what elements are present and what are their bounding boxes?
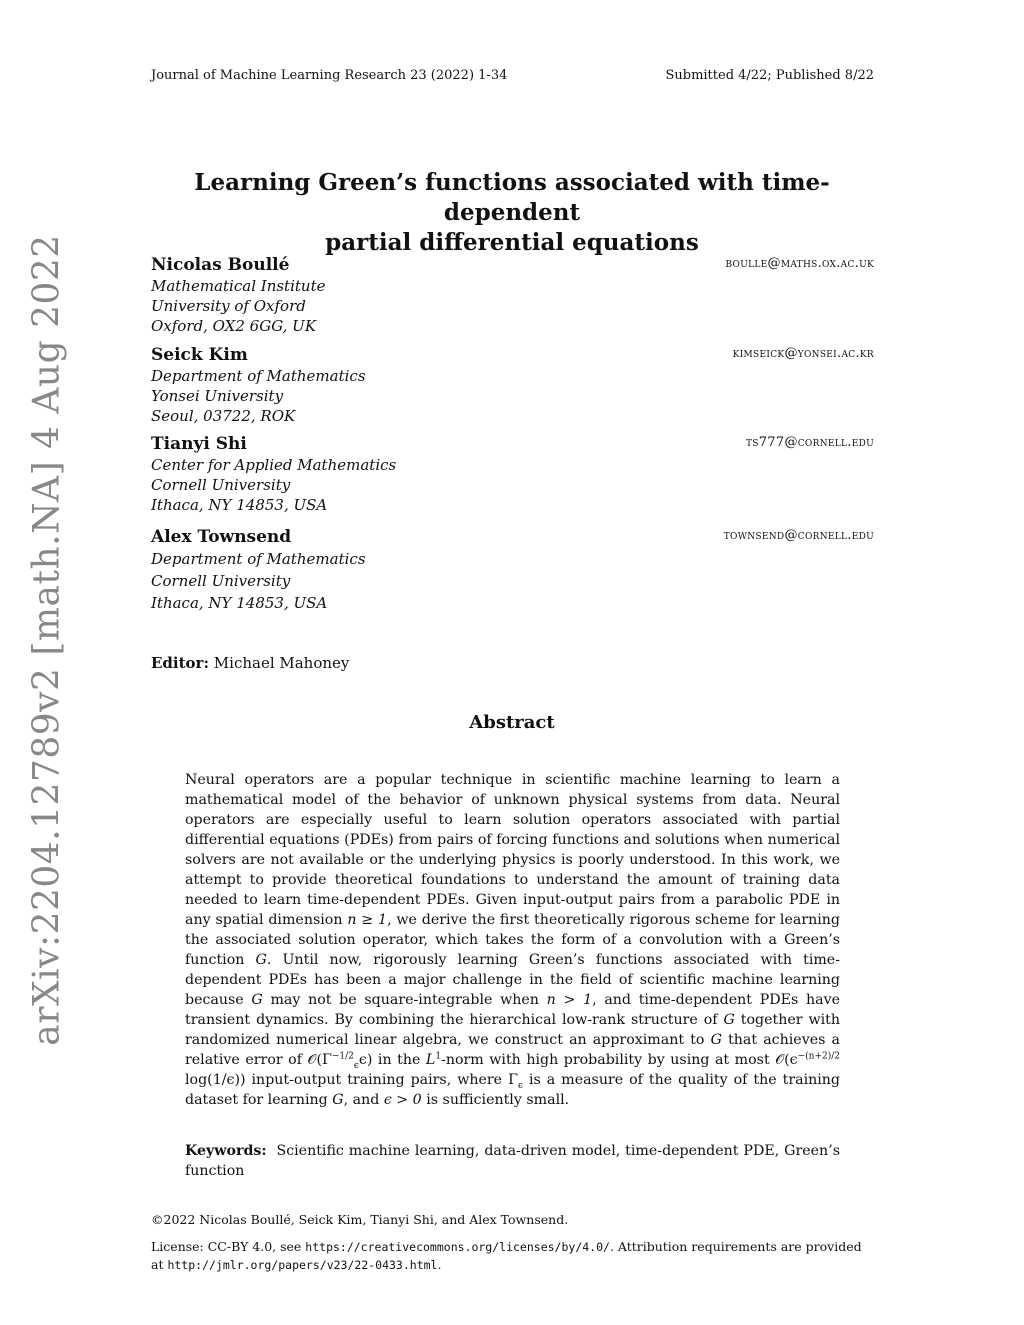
license-notice: License: CC-BY 4.0, see https://creativecommons.org/licenses/by/4.0/. Attribution requirements are provided at http://jmlr.org/papers/v23/22-0433.html. (151, 1239, 862, 1272)
editor-label: Editor: (151, 654, 209, 672)
author-block (151, 254, 874, 336)
abstract-text: Neural operators are a popular technique in scientific machine learning to learn a mathematical model of the behavior of unknown physical systems from data. Neural operators are especially useful to learn solution operators associated with partial differential equations (PDEs) from pairs of forcing functions and solutions when numerical solvers are not available or the underlying physics is poorly understood. In this work, we attempt to provide theoretical foundations to understand the amount of training data needed to learn time-dependent PDEs. Given input-output pairs from a parabolic PDE in any spatial dimension n ≥ 1, we derive the first theoretically rigorous scheme for learning the associated solution operator, which takes the form of a convolution with a Green’s function G. Until now, rigorously learning Green’s functions associated with time-dependent PDEs has been a major challenge in the field of scientific machine learning because G may not be square-integrable when n > 1, and time-dependent PDEs have transient dynamics. By combining the hierarchical low-rank structure of G together with randomized numerical linear algebra, we construct an approximant to G that achieves a relative error of $𝒪(\Gamma^{-1/2}_\epsilon\epsilon)$ in the $L^1$-norm with high probability by using at most $𝒪(\epsilon^{-(n+2)/2}$ log(1/ϵ)) input-output training pairs, where $\Gamma_\epsilon$ is a measure of the quality of the training dataset for learning G, and ϵ > 0 is sufficiently small. (185, 772, 841, 1108)
author-affiliation: Cornell University (151, 572, 291, 590)
author-affiliation: Ithaca, NY 14853, USA (151, 496, 328, 514)
author-affiliation: Oxford, OX2 6GG, UK (151, 317, 317, 335)
arxiv-stamp: arXiv:2204.12789v2 [math.NA] 4 Aug 2022 (26, 234, 68, 1046)
paper-title (150, 168, 874, 258)
author-name: Tianyi Shi (151, 434, 247, 454)
author-affiliation: Center for Applied Mathematics (151, 456, 397, 474)
keywords (185, 1141, 840, 1181)
license-link[interactable]: https://creativecommons.org/licenses/by/4.0/ (305, 1240, 610, 1254)
author-affiliation: Cornell University (151, 476, 291, 494)
keywords-label: Keywords: (185, 1143, 267, 1159)
author-affiliation: University of Oxford (151, 297, 306, 315)
keywords-text: Scientific machine learning, data-driven model, time-dependent PDE, Green’s function (185, 1143, 840, 1179)
editor-name: Michael Mahoney (213, 654, 350, 672)
author-affiliation: Ithaca, NY 14853, USA (151, 594, 328, 612)
author-affiliation: Yonsei University (151, 387, 284, 405)
author-block (151, 344, 874, 426)
author-email[interactable]: ts777@cornell.edu (745, 435, 874, 450)
editor-line (151, 654, 349, 672)
author-affiliation: Mathematical Institute (151, 277, 326, 295)
author-name: Alex Townsend (151, 527, 292, 547)
author-affiliation: Department of Mathematics (151, 367, 366, 385)
submission-dates: Submitted 4/22; Published 8/22 (665, 68, 874, 83)
author-email[interactable]: boulle@maths.ox.ac.uk (725, 256, 874, 271)
author-name: Nicolas Boullé (151, 255, 290, 275)
author-block (151, 433, 874, 515)
title-line-1: Learning Green’s functions associated with time-dependent (194, 169, 830, 226)
paper-link[interactable]: http://jmlr.org/papers/v23/22-0433.html (167, 1258, 438, 1272)
abstract-heading: Abstract (469, 712, 555, 733)
author-email[interactable]: kimseick@yonsei.ac.kr (732, 346, 874, 361)
copyright-notice: ©2022 Nicolas Boullé, Seick Kim, Tianyi Shi, and Alex Townsend. (151, 1212, 569, 1227)
author-affiliation: Department of Mathematics (151, 550, 366, 568)
author-name: Seick Kim (151, 345, 248, 365)
author-affiliation: Seoul, 03722, ROK (151, 407, 296, 425)
title-line-2: partial differential equations (325, 229, 699, 256)
author-block (151, 526, 874, 614)
author-email[interactable]: townsend@cornell.edu (723, 528, 874, 543)
journal-header: Journal of Machine Learning Research 23 (2022) 1-34 (151, 68, 508, 83)
